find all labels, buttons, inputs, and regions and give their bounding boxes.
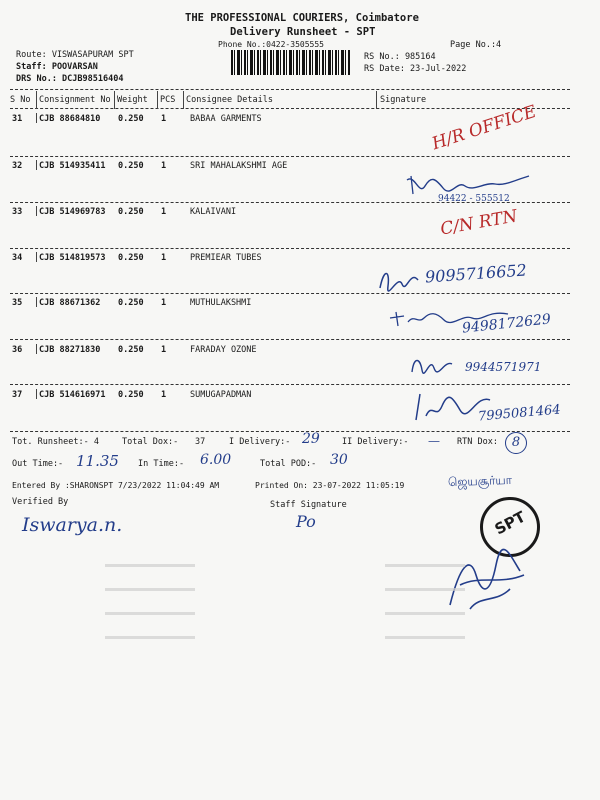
total-pod-value: 30 [330, 452, 348, 468]
row-consignee: PREMIEAR TUBES [190, 253, 262, 263]
ii-delivery-value: — [428, 434, 440, 448]
col-pcs: PCS [160, 95, 176, 105]
row-sno: 36 [12, 345, 23, 355]
total-dox-value: 37 [195, 437, 206, 447]
row-consignee: BABAA GARMENTS [190, 114, 262, 124]
col-divider [114, 91, 115, 109]
row-signature: 9095716652 [424, 260, 528, 287]
col-consignee: Consignee Details [186, 95, 273, 105]
row-consignee: FARADAY OZONE [190, 345, 257, 355]
rs-date: RS Date: 23-Jul-2022 [364, 64, 467, 74]
row-marker [36, 297, 37, 307]
col-divider [36, 91, 37, 109]
rtn-dox-value: 8 [505, 432, 527, 454]
row-signature: 94422 - 555512 [438, 194, 510, 204]
i-delivery-label: I Delivery:- [229, 437, 291, 447]
row-signature: 7995081464 [477, 402, 562, 425]
stamp-text: SPT [491, 507, 529, 539]
bleed-through-marks [105, 556, 195, 656]
out-time-label: Out Time:- [12, 459, 64, 469]
row-consignment: CJB 514819573 [39, 253, 106, 263]
row-divider [10, 156, 570, 157]
runsheet-title: Delivery Runsheet - SPT [230, 26, 376, 38]
row-signature: C/N RTN [438, 206, 519, 240]
out-time-value: 11.35 [76, 452, 119, 470]
row-pcs: 1 [161, 345, 167, 355]
in-time-label: In Time:- [138, 459, 185, 469]
staff-signature-label: Staff Signature [270, 500, 347, 510]
row-weight: 0.250 [118, 253, 144, 263]
rtn-dox-label: RTN Dox: [457, 437, 498, 447]
bleed-through-marks [385, 556, 465, 656]
row-marker [36, 389, 37, 399]
col-divider [376, 91, 377, 109]
page-number: Page No.:4 [450, 40, 502, 50]
row-weight: 0.250 [118, 114, 144, 124]
row-marker [36, 252, 37, 262]
table-bottom-rule [10, 431, 570, 432]
row-consignment: CJB 514969783 [39, 207, 106, 217]
staff-signature: Po [296, 512, 316, 531]
drs-number: DRS No.: DCJB98516404 [16, 74, 124, 84]
table-top-rule [10, 89, 570, 90]
staff: Staff: POOVARSAN [16, 62, 98, 72]
ii-delivery-label: II Delivery:- [342, 437, 409, 447]
row-weight: 0.250 [118, 345, 144, 355]
col-sno: S No [10, 95, 31, 105]
verified-by-label: Verified By [12, 497, 69, 507]
row-weight: 0.250 [118, 207, 144, 217]
row-sno: 32 [12, 161, 23, 171]
row-consignment: CJB 514616971 [39, 390, 106, 400]
row-sno: 33 [12, 207, 23, 217]
row-sno: 31 [12, 114, 23, 124]
printed-on: Printed On: 23-07-2022 11:05:19 [255, 481, 405, 490]
row-consignee: MUTHULAKSHMI [190, 298, 252, 308]
row-divider [10, 202, 570, 203]
col-consignment: Consignment No [39, 95, 111, 105]
tamil-signature: ஜெயசூர்யா [447, 472, 513, 490]
entered-by: Entered By :SHARONSPT 7/23/2022 11:04:49 AM [12, 481, 220, 490]
col-divider [157, 91, 158, 109]
row-consignee: SRI MAHALAKSHMI AGE [190, 161, 288, 171]
row-consignment: CJB 88271830 [39, 345, 101, 355]
row-divider [10, 248, 570, 249]
row-pcs: 1 [161, 114, 167, 124]
row-weight: 0.250 [118, 161, 144, 171]
route: Route: VISWASAPURAM SPT [16, 50, 134, 60]
verifier-signature: Iswarya.n. [22, 514, 123, 536]
row-pcs: 1 [161, 253, 167, 263]
row-divider [10, 293, 570, 294]
row-pcs: 1 [161, 298, 167, 308]
row-marker [36, 344, 37, 354]
signature-scribble [376, 264, 426, 294]
row-signature: 9498172629 [461, 311, 552, 337]
col-signature: Signature [380, 95, 427, 105]
row-marker [36, 113, 37, 123]
rs-number: RS No.: 985164 [364, 52, 436, 62]
row-marker [36, 206, 37, 216]
tot-runsheet: Tot. Runsheet:- 4 [12, 437, 99, 447]
row-marker [36, 160, 37, 170]
row-pcs: 1 [161, 161, 167, 171]
row-consignee: KALAIVANI [190, 207, 237, 217]
row-consignment: CJB 514935411 [39, 161, 106, 171]
row-pcs: 1 [161, 207, 167, 217]
col-divider [183, 91, 184, 109]
row-consignment: CJB 88684810 [39, 114, 101, 124]
signature-scribble [408, 350, 458, 380]
row-weight: 0.250 [118, 390, 144, 400]
row-pcs: 1 [161, 390, 167, 400]
row-sno: 35 [12, 298, 23, 308]
phone-number: Phone No.:0422-3505555 [218, 40, 324, 49]
row-divider [10, 339, 570, 340]
row-signature: H/R OFFICE [429, 101, 539, 155]
barcode [231, 50, 351, 75]
row-consignment: CJB 88671362 [39, 298, 101, 308]
i-delivery-value: 29 [302, 431, 320, 447]
in-time-value: 6.00 [200, 452, 232, 468]
table-header-rule [10, 108, 570, 109]
row-sno: 37 [12, 390, 23, 400]
total-pod-label: Total POD:- [260, 459, 317, 469]
company-name: THE PROFESSIONAL COURIERS, Coimbatore [185, 12, 419, 24]
row-signature: 9944571971 [465, 360, 542, 374]
row-divider [10, 384, 570, 385]
total-dox-label: Total Dox:- [122, 437, 179, 447]
col-weight: Weight [117, 95, 148, 105]
row-weight: 0.250 [118, 298, 144, 308]
row-consignee: SUMUGAPADMAN [190, 390, 252, 400]
row-sno: 34 [12, 253, 23, 263]
